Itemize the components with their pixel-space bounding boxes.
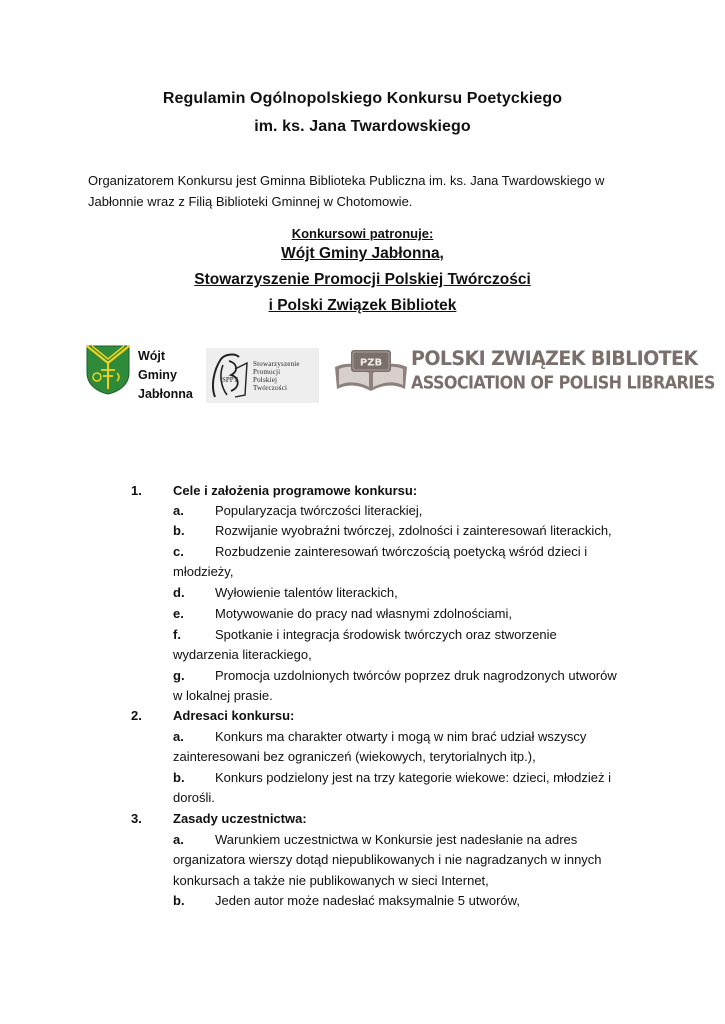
section-number: 1. <box>131 483 142 498</box>
sppt-mark-text: SPPT <box>222 375 238 384</box>
patron-pzb: i Polski Związek Bibliotek <box>268 297 457 314</box>
item-letter: b. <box>173 770 185 785</box>
sppt-text-line1: Stowarzyszenie <box>253 359 300 368</box>
wojt-label-line1: Wójt <box>138 349 166 363</box>
sppt-logo-text <box>253 360 300 392</box>
item-text: Popularyzacja twórczości literackiej, <box>215 503 423 518</box>
document-title-line2: im. ks. Jana Twardowskiego <box>254 118 471 135</box>
pzb-logo <box>333 347 715 397</box>
item-text-continuation: młodzieży, <box>173 564 234 579</box>
section-heading: Cele i założenia programowe konkursu: <box>173 483 418 498</box>
intro-line2: Jabłonnie wraz z Filią Biblioteki Gminnej w Chotomowie. <box>88 194 413 209</box>
item-text-continuation: dorośli. <box>173 790 215 805</box>
item-text-continuation: konkursach a także nie publikowanych w sieci Internet, <box>173 873 489 888</box>
item-letter: b. <box>173 893 185 908</box>
intro-paragraph <box>88 170 648 212</box>
item-text-continuation: organizatora wierszy dotąd niepublikowanych i nie nagradzanych w innych <box>173 852 602 867</box>
item-text: Rozbudzenie zainteresowań twórczością poetycką wśród dzieci i <box>215 544 588 559</box>
item-letter: a. <box>173 503 184 518</box>
item-letter: g. <box>173 668 185 683</box>
pzb-title-polish: POLSKI ZWIĄZEK BIBLIOTEK <box>411 347 698 371</box>
item-text: Rozwijanie wyobraźni twórczej, zdolności i zainteresowań literackich, <box>215 523 612 538</box>
item-text: Konkurs podzielony jest na trzy kategorie wiekowe: dzieci, młodzież i <box>215 770 611 785</box>
pzb-title-english: ASSOCIATION OF POLISH LIBRARIES <box>411 372 715 393</box>
patrons-heading: Konkursowi patronuje: <box>291 226 434 241</box>
item-text: Warunkiem uczestnictwa w Konkursie jest nadesłanie na adres <box>215 832 578 847</box>
item-letter: f. <box>173 627 181 642</box>
item-letter: b. <box>173 523 185 538</box>
item-letter: c. <box>173 544 184 559</box>
item-text: Konkurs ma charakter otwarty i mogą w nim brać udział wszyscy <box>215 729 587 744</box>
item-text-continuation: w lokalnej prasie. <box>173 688 273 703</box>
sppt-monogram-icon <box>209 351 251 401</box>
sppt-text-line2: Promocji <box>253 367 281 376</box>
patron-sppt: Stowarzyszenie Promocji Polskiej Twórczości <box>194 271 531 288</box>
item-text: Promocja uzdolnionych twórców poprzez druk nagrodzonych utworów <box>215 668 617 683</box>
item-letter: d. <box>173 585 185 600</box>
jablonna-crest-logo <box>86 345 130 395</box>
intro-line1: Organizatorem Konkursu jest Gminna Biblioteka Publiczna im. ks. Jana Twardowskiego w <box>88 173 605 188</box>
section-heading: Adresaci konkursu: <box>173 708 295 723</box>
item-text-continuation: zainteresowani bez ograniczeń (wiekowych, terytorialnych itp.), <box>173 749 536 764</box>
section-heading: Zasady uczestnictwa: <box>173 811 307 826</box>
item-letter: a. <box>173 832 184 847</box>
item-letter: a. <box>173 729 184 744</box>
wojt-label <box>138 347 193 404</box>
sppt-logo <box>206 348 319 403</box>
wojt-label-line2: Gminy <box>138 368 177 382</box>
item-text: Jeden autor może nadesłać maksymalnie 5 utworów, <box>215 893 520 908</box>
item-letter: e. <box>173 606 184 621</box>
wojt-label-line3: Jabłonna <box>138 387 193 401</box>
section-number: 2. <box>131 708 142 723</box>
item-text: Wyłowienie talentów literackich, <box>215 585 398 600</box>
sppt-text-line4: Twórczości <box>253 383 288 392</box>
item-text: Motywowanie do pracy nad własnymi zdolnościami, <box>215 606 512 621</box>
item-text: Spotkanie i integracja środowisk twórczych oraz stworzenie <box>215 627 557 642</box>
patron-wojt: Wójt Gminy Jabłonna, <box>281 245 444 262</box>
document-title-line1: Regulamin Ogólnopolskiego Konkursu Poetyckiego <box>162 90 563 107</box>
pzb-badge-text: PZB <box>359 357 383 369</box>
open-book-icon <box>333 347 409 393</box>
item-text-continuation: wydarzenia literackiego, <box>173 647 312 662</box>
sppt-text-line3: Polskiej <box>253 375 278 384</box>
section-number: 3. <box>131 811 142 826</box>
